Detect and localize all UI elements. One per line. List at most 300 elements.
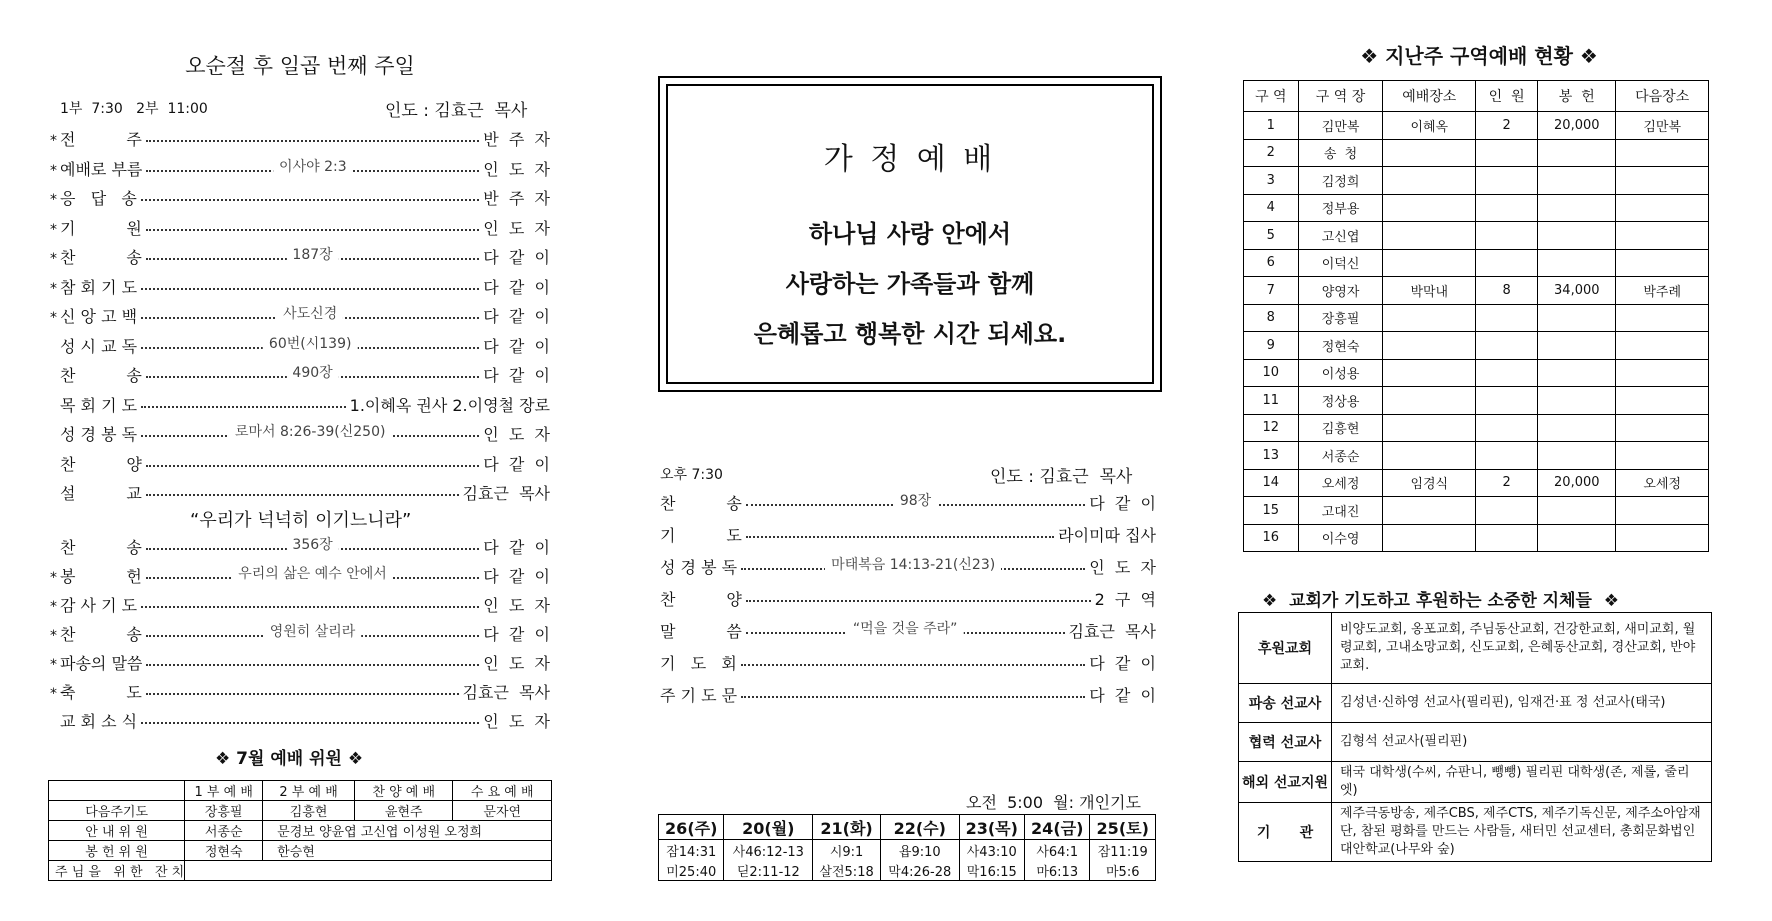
support-value: 비양도교회, 옹포교회, 주님동산교회, 건강한교회, 새미교회, 월령교회, 고내소망교회, 신도교회, 은혜동산교회, 경산교회, 반야교회. [1332, 613, 1712, 684]
required-mark: * [50, 628, 57, 644]
group-cell [1538, 194, 1616, 222]
day-cell: 25(토) [1090, 815, 1156, 840]
order-person: 인 도 자 [1089, 558, 1156, 577]
group-head-cell: 구 역 [1244, 81, 1299, 112]
left-item [50, 393, 550, 415]
group-cell [1616, 304, 1709, 332]
order-person: 다 같 이 [483, 454, 550, 474]
support-key: 해외 선교지원 [1239, 762, 1332, 803]
verse-cell: 잠11:19 [1090, 840, 1156, 861]
committee-head-cell [49, 781, 185, 801]
committee-cell: 장흥필 [185, 801, 263, 821]
verse-cell: 잠14:31 [659, 840, 724, 861]
order-detail: “먹을 것을 주라” [847, 618, 964, 638]
order-detail: 490장 [286, 362, 338, 382]
committee-cell: 봉 헌 위 원 [49, 841, 185, 861]
order-label: 찬 송 [60, 538, 142, 557]
order-label: 목 회 기 도 [60, 395, 138, 415]
order-person: 다 같 이 [1089, 494, 1156, 513]
left-leader: 인도 : 김효근 목사 [385, 101, 528, 121]
group-cell [1616, 194, 1709, 222]
group-cell: 양영자 [1298, 277, 1383, 305]
dot-leader [146, 537, 480, 553]
support-key: 기 관 [1239, 803, 1332, 862]
support-title: ❖ 교회가 기도하고 후원하는 소중한 지체들 ❖ [1262, 591, 1620, 611]
order-person: 김효근 목사 [1068, 622, 1156, 641]
order-label: 응 답 송 [60, 189, 137, 208]
day-cell: 20(월) [724, 815, 813, 840]
daily-verse-table [658, 814, 1156, 881]
left-item [50, 422, 550, 444]
left-item [50, 157, 550, 179]
order-label: 전 주 [60, 130, 142, 149]
committee-cell: 정현숙 [185, 841, 263, 861]
group-cell [1538, 414, 1616, 442]
group-cell: 7 [1244, 277, 1299, 305]
committee-title: ❖ 7월 예배 위원 ❖ [215, 749, 364, 769]
verse-cell: 사46:12-13 [724, 840, 813, 861]
sermon-title: “우리가 넉넉히 이기느니라” [190, 510, 412, 531]
order-person: 다 같 이 [483, 625, 550, 644]
group-cell [1383, 442, 1476, 470]
committee-head-cell: 1 부 예 배 [185, 781, 263, 801]
group-cell: 8 [1476, 277, 1538, 305]
committee-header [49, 781, 552, 801]
group-cell: 고신엽 [1298, 222, 1383, 250]
order-detail: 이사야 2:3 [273, 156, 353, 176]
group-cell: 이수영 [1298, 524, 1383, 552]
dot-leader [141, 336, 479, 352]
support-key: 파송 선교사 [1239, 684, 1332, 723]
dot-leader [146, 483, 459, 499]
left2-item [50, 564, 550, 586]
committee-head-cell: 수 요 예 배 [453, 781, 552, 801]
box-line-1: 하나님 사랑 안에서 [808, 220, 1012, 248]
dot-leader [146, 624, 480, 640]
group-cell: 12 [1244, 414, 1299, 442]
order-label: 설 교 [60, 484, 142, 503]
support-row [1239, 613, 1712, 684]
order-person: 다 같 이 [483, 336, 550, 356]
group-cell: 1 [1244, 112, 1299, 140]
right-title: ❖ 지난주 구역예배 현황 ❖ [1360, 44, 1598, 68]
dot-leader [746, 493, 1086, 509]
dot-leader [146, 129, 480, 145]
dot-leader [146, 218, 480, 234]
group-cell: 2 [1476, 112, 1538, 140]
left-item [50, 481, 550, 503]
committee-cell: 윤현주 [355, 801, 453, 821]
verse-cell: 시9:1 [813, 840, 881, 861]
group-cell [1538, 167, 1616, 195]
required-mark: * [50, 192, 57, 208]
left-item [50, 127, 550, 149]
group-cell [1383, 194, 1476, 222]
group-cell [1476, 222, 1538, 250]
middle-item [660, 651, 1156, 673]
required-mark: * [50, 280, 57, 297]
dot-leader [141, 306, 479, 322]
group-cell [1616, 249, 1709, 277]
group-cell [1476, 442, 1538, 470]
order-label: 찬 송 [60, 248, 142, 267]
group-head-cell: 봉 헌 [1538, 81, 1616, 112]
group-row [1244, 139, 1709, 167]
order-person: 라이미따 집사 [1058, 526, 1156, 545]
group-cell: 박막내 [1383, 277, 1476, 305]
group-cell: 3 [1244, 167, 1299, 195]
order-person: 1.이혜옥 권사 2.이영철 장로 [349, 395, 550, 415]
group-row [1244, 167, 1709, 195]
group-cell [1538, 139, 1616, 167]
order-label: 성 경 봉 독 [60, 425, 138, 444]
group-cell [1383, 222, 1476, 250]
verse-cell: 마5:6 [1090, 860, 1156, 881]
order-detail: 187장 [286, 244, 338, 264]
group-row [1244, 524, 1709, 552]
group-cell: 고대진 [1298, 497, 1383, 525]
order-label: 성 경 봉 독 [660, 558, 738, 577]
group-cell [1476, 524, 1538, 552]
group-cell [1538, 387, 1616, 415]
order-person: 다 같 이 [1089, 654, 1156, 673]
order-label: 참 회 기 도 [60, 277, 138, 297]
group-cell: 오세정 [1298, 469, 1383, 497]
group-cell: 송 청 [1298, 139, 1383, 167]
group-cell: 임경식 [1383, 469, 1476, 497]
group-cell [1383, 167, 1476, 195]
dot-leader [741, 653, 1085, 669]
left-times: 1부 7:30 2부 11:00 [60, 101, 208, 117]
required-mark: * [50, 310, 57, 326]
order-label: 찬 송 [60, 366, 142, 385]
day-cell: 21(화) [813, 815, 881, 840]
verse-cell: 미25:40 [659, 860, 724, 881]
order-detail: 영원히 살리라 [264, 621, 362, 641]
support-row [1239, 684, 1712, 723]
group-cell [1383, 332, 1476, 360]
support-row [1239, 723, 1712, 762]
group-cell [1616, 332, 1709, 360]
group-cell: 8 [1244, 304, 1299, 332]
group-cell [1476, 387, 1538, 415]
group-row [1244, 249, 1709, 277]
order-label: 기 도 회 [660, 654, 737, 673]
order-person: 다 같 이 [483, 538, 550, 557]
dot-leader [146, 653, 479, 669]
order-label: 찬 송 [60, 625, 142, 644]
left-item [50, 363, 550, 385]
verse-cell: 딛2:11-12 [724, 860, 813, 881]
group-cell: 2 [1244, 139, 1299, 167]
group-cell: 6 [1244, 249, 1299, 277]
group-row [1244, 222, 1709, 250]
group-cell: 10 [1244, 359, 1299, 387]
group-cell [1538, 222, 1616, 250]
dot-leader [146, 159, 479, 175]
order-person: 다 같 이 [483, 307, 550, 326]
order-label: 교 회 소 식 [60, 712, 138, 731]
dot-leader [141, 595, 479, 611]
dot-leader [746, 621, 1065, 637]
order-detail: 98장 [894, 490, 937, 510]
required-mark: * [50, 221, 57, 238]
left-item [50, 452, 550, 474]
group-cell: 정부용 [1298, 194, 1383, 222]
left-item [50, 304, 550, 326]
family-worship-box [658, 76, 1162, 392]
order-person: 다 같 이 [483, 248, 550, 267]
order-label: 찬 양 [60, 454, 142, 474]
group-cell [1476, 304, 1538, 332]
order-detail: 사도신경 [277, 303, 343, 323]
required-mark: * [50, 133, 57, 149]
committee-cell: 주 님 을 위 한 잔 치 [49, 861, 185, 881]
day-cell: 22(수) [881, 815, 960, 840]
group-cell [1383, 414, 1476, 442]
group-cell: 김만복 [1298, 112, 1383, 140]
support-value: 김성년·신하영 선교사(필리핀), 임재건·표 정 선교사(태국) [1332, 684, 1712, 723]
dawn-prayer: 오전 5:00 월: 개인기도 [966, 793, 1141, 812]
box-line-2: 사랑하는 가족들과 함께 [785, 270, 1035, 298]
support-value: 제주극동방송, 제주CBS, 제주CTS, 제주기독신문, 제주소아암재단, 참된 평화를 만드는 사람들, 새터민 선교센터, 총회문화법인 대안학교(나무와 숲) [1332, 803, 1712, 862]
group-cell: 이성용 [1298, 359, 1383, 387]
group-cell: 20,000 [1538, 112, 1616, 140]
group-cell [1538, 359, 1616, 387]
support-table [1238, 612, 1712, 862]
order-label: 예배로 부름 [60, 159, 143, 179]
group-cell: 11 [1244, 387, 1299, 415]
middle-item [660, 619, 1156, 641]
verse-cell: 마6:13 [1025, 860, 1090, 881]
group-cell: 정상용 [1298, 387, 1383, 415]
dot-leader [141, 188, 479, 204]
order-person: 김효근 목사 [462, 484, 550, 503]
group-cell [1383, 139, 1476, 167]
group-cell: 15 [1244, 497, 1299, 525]
dot-leader [141, 424, 479, 440]
order-label: 기 원 [60, 218, 142, 238]
order-label: 봉 헌 [60, 567, 142, 586]
middle-time: 오후 7:30 [660, 467, 723, 483]
left2-item [50, 709, 550, 731]
group-cell: 34,000 [1538, 277, 1616, 305]
order-label: 주 기 도 문 [660, 686, 738, 705]
group-cell: 13 [1244, 442, 1299, 470]
order-label: 말 씀 [660, 622, 742, 641]
order-label: 기 도 [660, 526, 742, 545]
committee-row [49, 841, 552, 861]
box-title: 가 정 예 배 [823, 142, 997, 177]
group-cell [1476, 139, 1538, 167]
order-label: 성 시 교 독 [60, 336, 138, 356]
group-cell [1616, 442, 1709, 470]
committee-cell: 서종순 [185, 821, 263, 841]
order-detail: 우리의 삶은 예수 안에서 [232, 563, 393, 583]
dot-leader [741, 685, 1085, 701]
group-cell [1476, 332, 1538, 360]
support-key: 협력 선교사 [1239, 723, 1332, 762]
group-cell: 20,000 [1538, 469, 1616, 497]
middle-item [660, 491, 1156, 513]
order-person: 반 주 자 [483, 189, 550, 208]
group-cell: 김정희 [1298, 167, 1383, 195]
dot-leader [146, 454, 480, 470]
required-mark: * [50, 251, 57, 267]
support-value: 김형석 선교사(필리핀) [1332, 723, 1712, 762]
group-cell [1476, 194, 1538, 222]
middle-item [660, 587, 1156, 609]
group-cell [1383, 304, 1476, 332]
dot-leader [146, 247, 480, 263]
group-cell [1476, 414, 1538, 442]
committee-cell: 다음주기도 [49, 801, 185, 821]
committee-cell [185, 861, 552, 881]
group-row [1244, 277, 1709, 305]
group-cell [1383, 359, 1476, 387]
committee-head-cell: 찬 양 예 배 [355, 781, 453, 801]
order-person: 인 도 자 [483, 425, 550, 444]
left2-item [50, 680, 550, 702]
support-key: 후원교회 [1239, 613, 1332, 684]
group-cell: 4 [1244, 194, 1299, 222]
group-cell: 이혜옥 [1383, 112, 1476, 140]
verse-cell: 막4:26-28 [881, 860, 960, 881]
group-cell [1616, 387, 1709, 415]
group-cell: 오세정 [1616, 469, 1709, 497]
group-head-cell: 다음장소 [1616, 81, 1709, 112]
group-cell [1616, 524, 1709, 552]
group-cell [1383, 249, 1476, 277]
committee-cell: 문경보 양윤엽 고신엽 이성원 오정희 [263, 821, 552, 841]
left-item [50, 334, 550, 356]
day-cell: 26(주) [659, 815, 724, 840]
day-cell: 23(목) [959, 815, 1024, 840]
dot-leader [146, 566, 480, 582]
order-person: 다 같 이 [483, 277, 550, 297]
group-row [1244, 112, 1709, 140]
dot-leader [141, 395, 346, 411]
group-row [1244, 469, 1709, 497]
verse-cell: 막16:15 [959, 860, 1024, 881]
committee-row [49, 861, 552, 881]
group-cell [1616, 359, 1709, 387]
group-cell [1383, 387, 1476, 415]
group-cell: 5 [1244, 222, 1299, 250]
left2-item [50, 535, 550, 557]
group-cell: 이덕신 [1298, 249, 1383, 277]
order-label: 찬 송 [660, 494, 742, 513]
dot-leader [746, 525, 1054, 541]
order-label: 축 도 [60, 683, 142, 702]
verse-cell: 살전5:18 [813, 860, 881, 881]
middle-item [660, 523, 1156, 545]
day-cell: 24(금) [1025, 815, 1090, 840]
group-cell [1538, 332, 1616, 360]
group-worship-table [1243, 80, 1709, 552]
support-row [1239, 803, 1712, 862]
committee-cell: 문자연 [453, 801, 552, 821]
group-cell [1616, 414, 1709, 442]
verse-cell: 사43:10 [959, 840, 1024, 861]
dot-leader [146, 682, 459, 698]
group-head-cell: 구 역 장 [1298, 81, 1383, 112]
verse-cell: 욥9:10 [881, 840, 960, 861]
order-person: 인 도 자 [483, 654, 550, 673]
order-detail: 로마서 8:26-39(신250) [229, 421, 392, 441]
order-label: 찬 양 [660, 590, 742, 609]
group-cell: 정현숙 [1298, 332, 1383, 360]
left-item [50, 245, 550, 267]
group-cell [1476, 359, 1538, 387]
group-cell: 김흥현 [1298, 414, 1383, 442]
left-item [50, 275, 550, 297]
group-cell [1538, 524, 1616, 552]
box-line-3: 은혜롭고 행복한 시간 되세요. [753, 320, 1067, 348]
order-detail: 356장 [286, 534, 338, 554]
required-mark: * [50, 657, 57, 673]
group-cell: 김만복 [1616, 112, 1709, 140]
verse-cell: 사64:1 [1025, 840, 1090, 861]
order-person: 다 같 이 [483, 366, 550, 385]
committee-cell: 한승현 [263, 841, 552, 861]
group-cell: 9 [1244, 332, 1299, 360]
order-person: 인 도 자 [483, 159, 550, 179]
order-person: 반 주 자 [483, 130, 550, 149]
group-cell: 16 [1244, 524, 1299, 552]
left-item [50, 186, 550, 208]
support-row [1239, 762, 1712, 803]
left2-item [50, 593, 550, 615]
order-person: 다 같 이 [483, 567, 550, 586]
dot-leader [141, 277, 479, 293]
dot-leader [146, 365, 480, 381]
group-row [1244, 414, 1709, 442]
group-cell [1538, 304, 1616, 332]
group-head-cell: 인 원 [1476, 81, 1538, 112]
order-person: 인 도 자 [483, 712, 550, 731]
group-cell [1616, 167, 1709, 195]
order-person: 인 도 자 [483, 218, 550, 238]
order-person: 2 구 역 [1094, 590, 1156, 609]
required-mark: * [50, 599, 57, 615]
group-cell [1616, 139, 1709, 167]
committee-head-cell: 2 부 예 배 [263, 781, 355, 801]
group-cell: 2 [1476, 469, 1538, 497]
left-title: 오순절 후 일곱 번째 주일 [185, 54, 415, 78]
group-cell [1383, 524, 1476, 552]
committee-table [48, 780, 552, 881]
required-mark: * [50, 162, 57, 179]
dot-leader [141, 711, 479, 727]
group-row [1244, 304, 1709, 332]
order-detail: 마태복음 14:13-21(신23) [825, 554, 1001, 574]
group-cell [1476, 167, 1538, 195]
group-cell: 장흥필 [1298, 304, 1383, 332]
group-row [1244, 497, 1709, 525]
group-row [1244, 359, 1709, 387]
committee-row [49, 821, 552, 841]
group-cell [1616, 222, 1709, 250]
group-row [1244, 194, 1709, 222]
group-cell [1538, 497, 1616, 525]
group-cell [1616, 497, 1709, 525]
group-cell [1538, 442, 1616, 470]
middle-item [660, 683, 1156, 705]
order-label: 파송의 말씀 [60, 654, 143, 673]
group-cell: 서종순 [1298, 442, 1383, 470]
group-row [1244, 442, 1709, 470]
